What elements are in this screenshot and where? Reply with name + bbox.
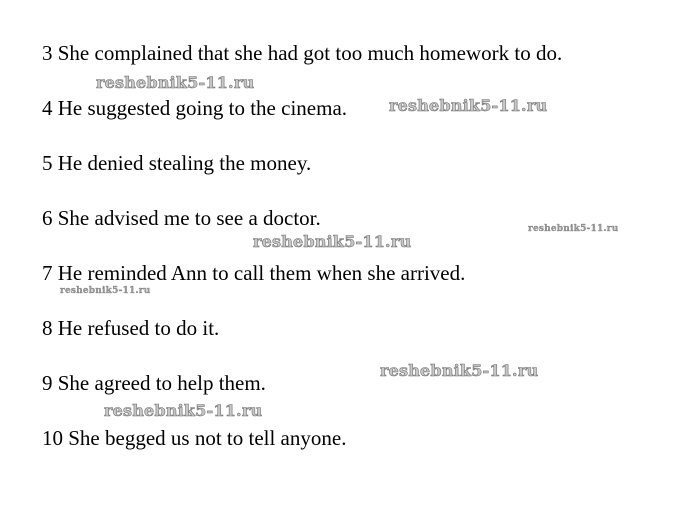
sentence-9: 9 She agreed to help them. [42,371,266,395]
watermark: reshebnik5-11.ru [60,286,151,296]
sentence-3: 3 She complained that she had got too much homework to do. [42,41,563,65]
watermark: reshebnik5-11.ru [104,401,263,420]
watermark: reshebnik5-11.ru [96,73,255,92]
sentence-7: 7 He reminded Ann to call them when she arrived. [42,261,466,285]
sentence-4: 4 He suggested going to the cinema. [42,96,348,120]
sentence-6: 6 She advised me to see a doctor. [42,206,321,230]
sentence-8: 8 He refused to do it. [42,316,220,340]
sentence-5: 5 He denied stealing the money. [42,151,312,175]
watermark: reshebnik5-11.ru [380,361,539,380]
sentence-10: 10 She begged us not to tell anyone. [42,426,347,450]
watermark: reshebnik5-11.ru [253,232,412,251]
watermark: reshebnik5-11.ru [389,96,548,115]
watermark: reshebnik5-11.ru [528,224,619,234]
